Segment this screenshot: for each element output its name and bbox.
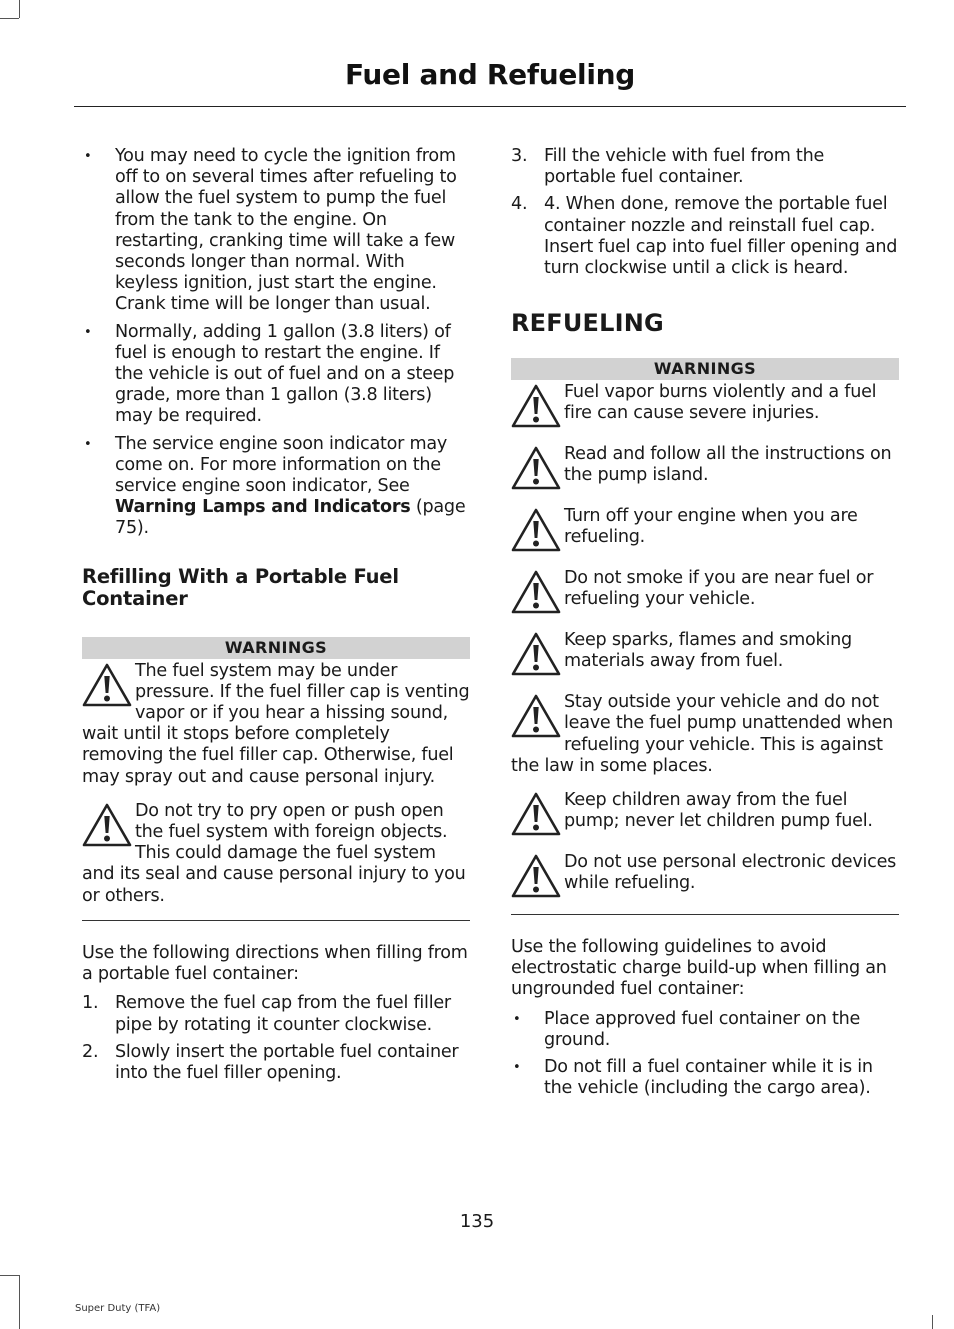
step-text: Remove the fuel cap from the fuel filler pipe by rotating it counter clockwise. bbox=[115, 993, 451, 1035]
warnings-header: WARNINGS bbox=[82, 637, 470, 659]
warning-text: Fuel vapor burns violently and a fuel fire can cause severe injuries. bbox=[564, 382, 877, 424]
crop-mark bbox=[19, 1275, 20, 1329]
warning-text: Do not try to pry open or push open the fuel system with foreign objects. This could damage the fuel system and its seal and cause personal injury to you or others. bbox=[82, 800, 466, 906]
warning-triangle-icon bbox=[511, 507, 563, 555]
left-column bbox=[82, 146, 470, 1090]
crop-mark bbox=[0, 1275, 19, 1276]
warning-text: Turn off your engine when you are refueling. bbox=[564, 506, 858, 548]
intro-paragraph: Use the following directions when filling from a portable fuel container: bbox=[82, 942, 468, 985]
crop-mark bbox=[19, 0, 20, 18]
list-item-text: Do not fill a fuel container while it is in the vehicle (including the cargo area). bbox=[544, 1057, 873, 1099]
section-heading: REFUELING bbox=[511, 309, 664, 338]
list-item bbox=[82, 434, 470, 540]
numbered-step bbox=[511, 146, 899, 188]
warnings-end-rule bbox=[511, 914, 899, 915]
warning-triangle-icon bbox=[511, 445, 563, 493]
bullet-marker: • bbox=[84, 324, 92, 340]
numbered-step bbox=[82, 993, 470, 1035]
warning-triangle-icon bbox=[511, 791, 563, 839]
right-column bbox=[511, 146, 899, 1105]
warning-item bbox=[511, 852, 899, 901]
warning-item bbox=[511, 568, 899, 617]
warning-item bbox=[82, 661, 470, 788]
warning-text: Read and follow all the instructions on the pump island. bbox=[564, 444, 892, 486]
warning-item bbox=[511, 790, 899, 839]
warning-triangle-icon bbox=[511, 569, 563, 617]
crop-mark bbox=[932, 1315, 933, 1329]
warning-triangle-icon bbox=[82, 662, 134, 710]
warning-item bbox=[511, 630, 899, 679]
warning-text: The fuel system may be under pressure. If the fuel filler cap is venting vapor or if you hear a hissing sound, wait until it stops before completely removing the fuel filler cap. Otherwise, fuel may spray out and cause personal injury. bbox=[82, 660, 470, 787]
warning-triangle-icon bbox=[511, 383, 563, 431]
numbered-step bbox=[511, 194, 899, 279]
step-number: 4. bbox=[511, 194, 528, 215]
step-number: 3. bbox=[511, 146, 528, 166]
list-item-text: Place approved fuel container on the ground. bbox=[544, 1008, 861, 1050]
numbered-step bbox=[82, 1042, 470, 1084]
warning-item bbox=[82, 801, 470, 907]
footer-doc-label: Super Duty (TFA) bbox=[75, 1303, 161, 1314]
warning-text: Keep children away from the fuel pump; never let children pump fuel. bbox=[564, 790, 873, 832]
step-text: Fill the vehicle with fuel from the portable fuel container. bbox=[544, 146, 825, 188]
warning-item bbox=[511, 444, 899, 493]
list-item bbox=[82, 322, 470, 428]
warnings-end-rule bbox=[82, 920, 470, 921]
step-number: 2. bbox=[82, 1041, 99, 1062]
warning-triangle-icon bbox=[511, 693, 563, 741]
step-number: 1. bbox=[82, 993, 99, 1014]
warning-triangle-icon bbox=[511, 631, 563, 679]
warning-text: Do not use personal electronic devices while refueling. bbox=[564, 852, 897, 894]
intro-paragraph: Use the following guidelines to avoid electrostatic charge build-up when filling an ungrounded fuel container: bbox=[511, 937, 887, 1000]
list-item bbox=[511, 1009, 899, 1051]
step-text: 4. When done, remove the portable fuel container nozzle and reinstall fuel cap. Insert fuel cap into fuel filler opening and turn clockwise until a click is heard. bbox=[544, 194, 898, 279]
page-title: Fuel and Refueling bbox=[344, 58, 636, 91]
warning-item bbox=[511, 692, 899, 777]
warning-text: Do not smoke if you are near fuel or refueling your vehicle. bbox=[564, 568, 874, 610]
warning-triangle-icon bbox=[82, 802, 134, 850]
bullet-marker: • bbox=[84, 436, 92, 452]
list-item bbox=[82, 146, 470, 316]
bullet-marker: • bbox=[513, 1060, 521, 1076]
list-item bbox=[511, 1057, 899, 1099]
list-item-text: You may need to cycle the ignition from off to on several times after refueling to allow the fuel system to pump the fuel from the tank to the engine. On restarting, cranking time will take a few seconds longer than normal. With keyless ignition, just start the engine. Crank time will be longer than usual. bbox=[115, 146, 457, 315]
list-item-text: (page 75). bbox=[115, 497, 466, 539]
page-number: 135 bbox=[459, 1211, 495, 1232]
crop-mark bbox=[0, 18, 19, 19]
warning-item bbox=[511, 382, 899, 431]
list-item-text: The service engine soon indicator may come on. For more information on the service engine soon indicator, See bbox=[115, 433, 448, 497]
section-heading: Refilling With a Portable Fuel Container bbox=[82, 564, 399, 610]
bullet-marker: • bbox=[513, 1011, 521, 1027]
list-item-text: Normally, adding 1 gallon (3.8 liters) of fuel is enough to restart the engine. If the vehicle is out of fuel and on a steep grade, more than 1 gallon (3.8 liters) may be required. bbox=[115, 321, 455, 427]
step-text: Slowly insert the portable fuel container into the fuel filler opening. bbox=[115, 1041, 459, 1083]
cross-reference-link[interactable]: Warning Lamps and Indicators bbox=[115, 497, 411, 518]
warnings-header: WARNINGS bbox=[511, 358, 899, 380]
warning-text: Stay outside your vehicle and do not leave the fuel pump unattended when refueling your vehicle. This is against the law in some places. bbox=[511, 692, 894, 776]
warning-triangle-icon bbox=[511, 853, 563, 901]
bullet-marker: • bbox=[84, 149, 92, 164]
warning-item bbox=[511, 506, 899, 555]
warning-text: Keep sparks, flames and smoking materials away from fuel. bbox=[564, 630, 852, 672]
title-rule bbox=[74, 106, 906, 107]
